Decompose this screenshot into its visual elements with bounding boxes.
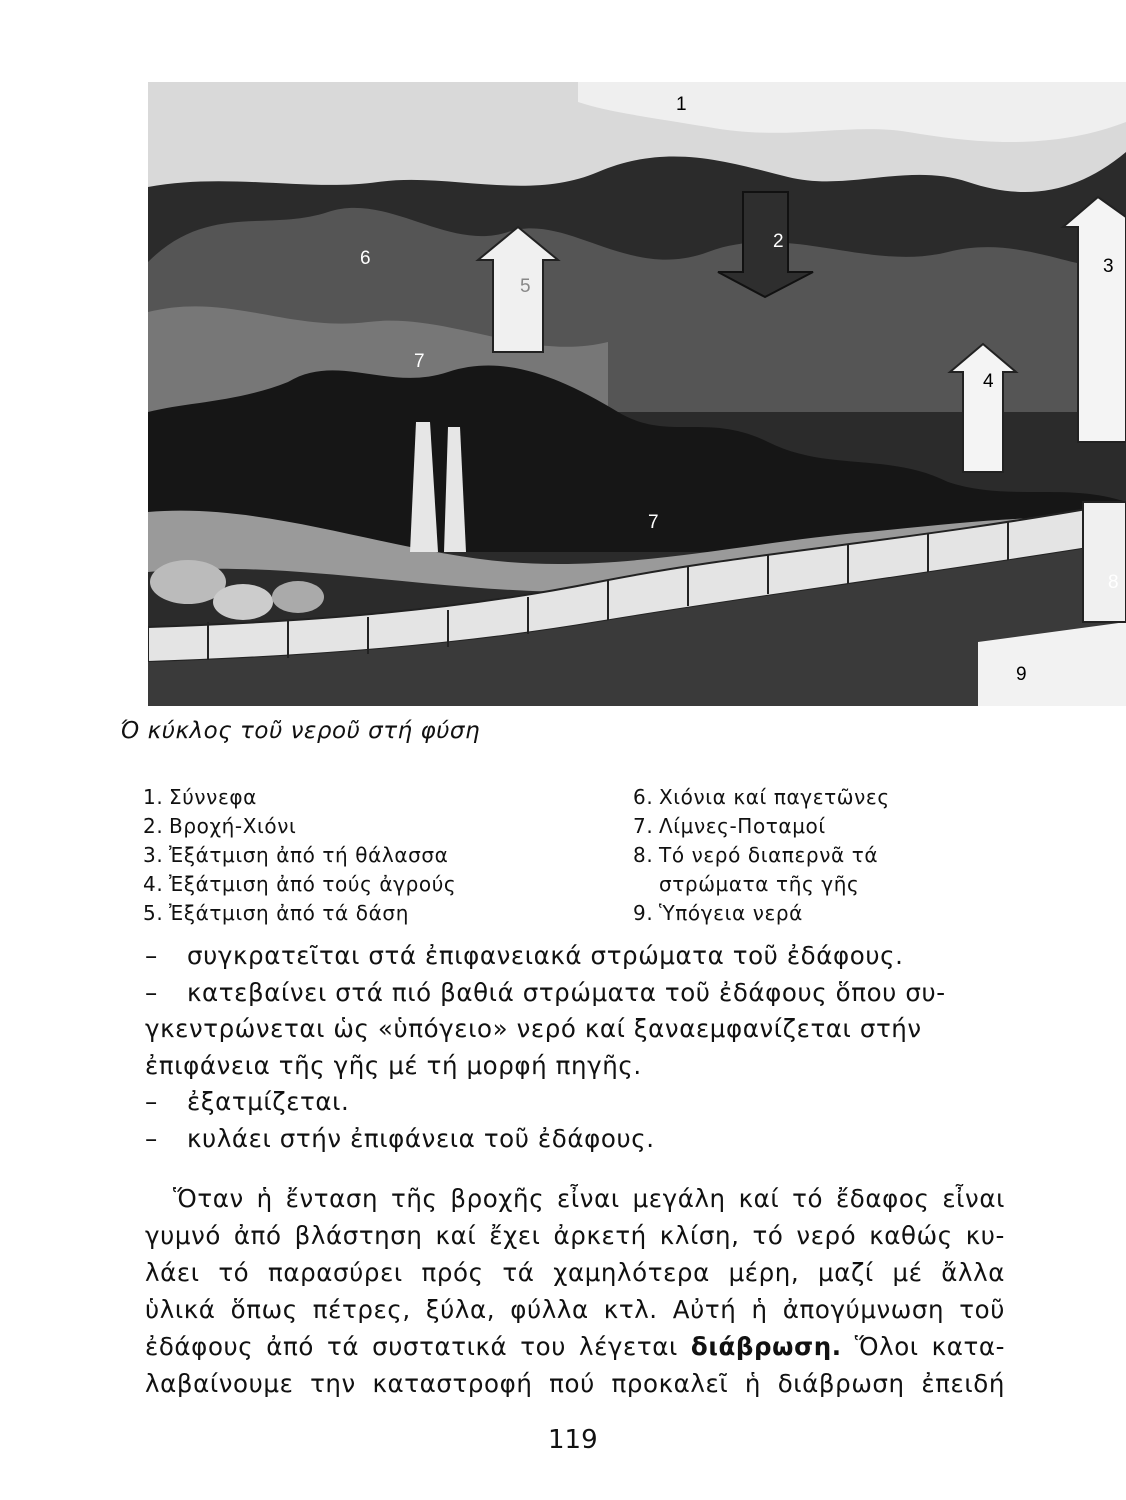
label-4: 4 [983, 371, 994, 392]
paragraph-line [145, 1328, 1005, 1365]
dash-text: ἐξατμίζεται. [187, 1087, 350, 1116]
dash-list [145, 938, 1005, 1157]
dash-text: συγκρατεῖται στά ἐπιφανειακά στρώματα τοῦ ἐδάφους. [187, 941, 904, 970]
legend-num: 4. [143, 872, 164, 896]
paragraph-line: ὑλικά ὅπως πέτρες, ξύλα, φύλλα κτλ. Αὐτή ἡ ἀπογύμνωση τοῦ [145, 1295, 1005, 1324]
legend-item [633, 870, 890, 899]
legend-item [633, 812, 890, 841]
body-paragraph [145, 1180, 1005, 1402]
dash-item: – ἐξατμίζεται. [145, 1087, 350, 1116]
legend-item [143, 812, 456, 841]
legend-item [633, 783, 890, 812]
water-cycle-figure [148, 82, 1126, 706]
dash-item-continuation: ἐπιφάνεια τῆς γῆς μέ τή μορφή πηγῆς. [145, 1050, 642, 1080]
label-6: 6 [360, 248, 371, 269]
legend-right [633, 783, 890, 928]
legend-text: Τό νερό διαπερνᾶ τά [659, 843, 879, 867]
term-erosion: διάβρωση. [690, 1332, 842, 1361]
legend-item [143, 870, 456, 899]
legend-text: Ἐξάτμιση ἀπό τή θάλασσα [169, 843, 449, 867]
dash-item: – κατεβαίνει στά πιό βαθιά στρώματα τοῦ ἐδάφους ὅπου συ- [145, 977, 946, 1007]
paragraph-text: Ὅλοι κατα- [854, 1332, 1006, 1361]
page-number: 119 [548, 1425, 598, 1455]
label-2: 2 [773, 231, 784, 252]
legend-item [143, 899, 456, 928]
legend-text: Σύννεφα [169, 785, 257, 809]
paragraph-line: λάει τό παρασύρει πρός τά χαμηλότερα μέρη, μαζί μέ ἄλλα [145, 1258, 1005, 1287]
legend-num: 6. [633, 785, 654, 809]
paragraph-line: λαβαίνουμε την καταστροφή πού προκαλεῖ ἡ διάβρωση ἐπειδή [145, 1369, 1005, 1398]
infiltration-arrow [1083, 502, 1126, 622]
legend-num: 3. [143, 843, 164, 867]
label-9: 9 [1016, 664, 1027, 685]
legend-num: 1. [143, 785, 164, 809]
label-3: 3 [1103, 256, 1114, 277]
label-7b: 7 [648, 512, 659, 533]
label-1: 1 [676, 94, 687, 115]
legend-text: Βροχή-Χιόνι [169, 814, 297, 838]
dash-text: κατεβαίνει στά πιό βαθιά στρώματα τοῦ ἐδάφους ὅπου συ- [187, 977, 946, 1007]
label-5: 5 [520, 276, 531, 297]
legend-num: 9. [633, 901, 654, 925]
paragraph-text: ἐδάφους ἀπό τά συστατικά του λέγεται [145, 1332, 678, 1361]
legend-item [143, 783, 456, 812]
paragraph-line: γυμνό ἀπό βλάστηση καί ἔχει ἀρκετή κλίση, τό νερό καθώς κυ- [145, 1221, 1005, 1250]
dash-item: – συγκρατεῖται στά ἐπιφανειακά στρώματα τοῦ ἐδάφους. [145, 941, 904, 970]
legend-num: 7. [633, 814, 654, 838]
water-cycle-illustration [148, 82, 1126, 706]
label-7a: 7 [414, 351, 425, 372]
legend-text: Ἐξάτμιση ἀπό τά δάση [169, 901, 409, 925]
legend-item [633, 841, 890, 870]
legend-text: στρώματα τῆς γῆς [659, 872, 860, 896]
paragraph-line: Ὅταν ἡ ἔνταση τῆς βροχῆς εἶναι μεγάλη καί τό ἔδαφος εἶναι [173, 1184, 1005, 1213]
legend-text: Ὑπόγεια νερά [659, 901, 803, 925]
legend-text: Ἐξάτμιση ἀπό τούς ἀγρούς [169, 872, 457, 896]
label-8: 8 [1108, 572, 1119, 593]
legend-text: Λίμνες-Ποταμοί [659, 814, 826, 838]
legend-item [633, 899, 890, 928]
legend-num: 8. [633, 843, 654, 867]
dash-text: κυλάει στήν ἐπιφάνεια τοῦ ἐδάφους. [187, 1123, 655, 1153]
figure-caption: Ό κύκλος τοῦ νεροῦ στή φύση [120, 718, 481, 744]
legend-num: 5. [143, 901, 164, 925]
dash-item: – κυλάει στήν ἐπιφάνεια τοῦ ἐδάφους. [145, 1123, 655, 1153]
dash-item-continuation: γκεντρώνεται ὡς «ὑπόγειο» νερό καί ξαναεμφανίζεται στήν [145, 1014, 922, 1043]
legend-num: 2. [143, 814, 164, 838]
legend-text: Χιόνια καί παγετῶνες [659, 785, 890, 809]
legend-item [143, 841, 456, 870]
legend-left [143, 783, 456, 928]
